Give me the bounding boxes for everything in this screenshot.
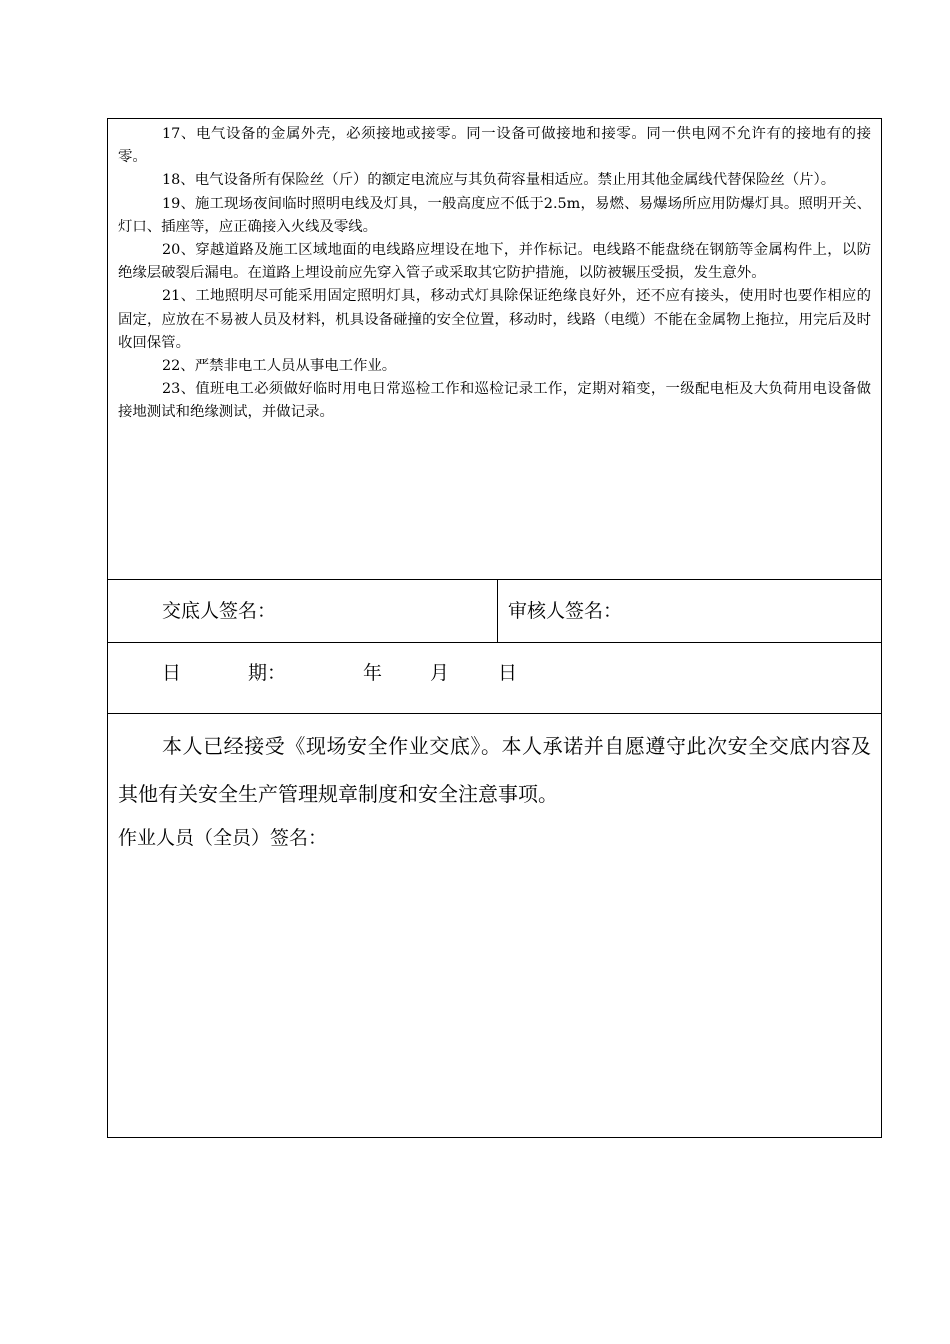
item-17: 17、电气设备的金属外壳，必须接地或接零。同一设备可做接地和接零。同一供电网不允许有的接地有的接零。 [118,126,871,166]
reviewer-signature-field[interactable]: 审核人签名： [508,600,623,622]
acknowledgement-text: 本人已经接受《现场安全作业交底》。本人承诺并自愿遵守此次安全交底内容及其他有关安全生产管理规章制度和安全注意事项。 [118,734,871,806]
date-row[interactable] [108,642,881,713]
date-label-ri: 日 [162,662,182,684]
item-21: 21、工地照明尽可能采用固定照明灯具，移动式灯具除保证绝缘良好外，还不应有接头，使用时也要作相应的固定，应放在不易被人员及材料，机具设备碰撞的安全位置，移动时，线路（电缆）不能在金属物上拖拉，用完后及时收回保管。 [118,288,871,351]
item-22: 22、严禁非电工人员从事电工作业。 [162,358,397,375]
date-year-label: 年 [363,662,383,684]
item-23: 23、值班电工必须做好临时用电日常巡检工作和巡检记录工作，定期对箱变，一级配电柜及大负荷用电设备做接地测试和绝缘测试，并做记录。 [118,381,871,421]
date-month-label: 月 [430,662,450,684]
date-label-qi: 期： [248,662,287,684]
date-day-label: 日 [498,662,518,684]
briefing-items [108,119,881,579]
acknowledgement-section [108,713,881,1137]
signature-row [108,579,881,642]
presenter-signature-field[interactable]: 交底人签名： [108,580,498,642]
item-20: 20、穿越道路及施工区域地面的电线路应埋设在地下，并作标记。电线路不能盘绕在钢筋等金属构件上，以防绝缘层破裂后漏电。在道路上埋设前应先穿入管子或采取其它防护措施，以防被辗压受损，发生意外。 [118,242,871,282]
item-18: 18、电气设备所有保险丝（斤）的额定电流应与其负荷容量相适应。禁止用其他金属线代替保险丝（片）。 [162,172,836,189]
workers-signature-field[interactable]: 作业人员（全员）签名： [118,827,328,849]
item-19: 19、施工现场夜间临时照明电线及灯具，一般高度应不低于2.5m，易燃、易爆场所应用防爆灯具。照明开关、灯口、插座等，应正确接入火线及零线。 [118,195,871,235]
safety-briefing-table [107,118,882,1138]
